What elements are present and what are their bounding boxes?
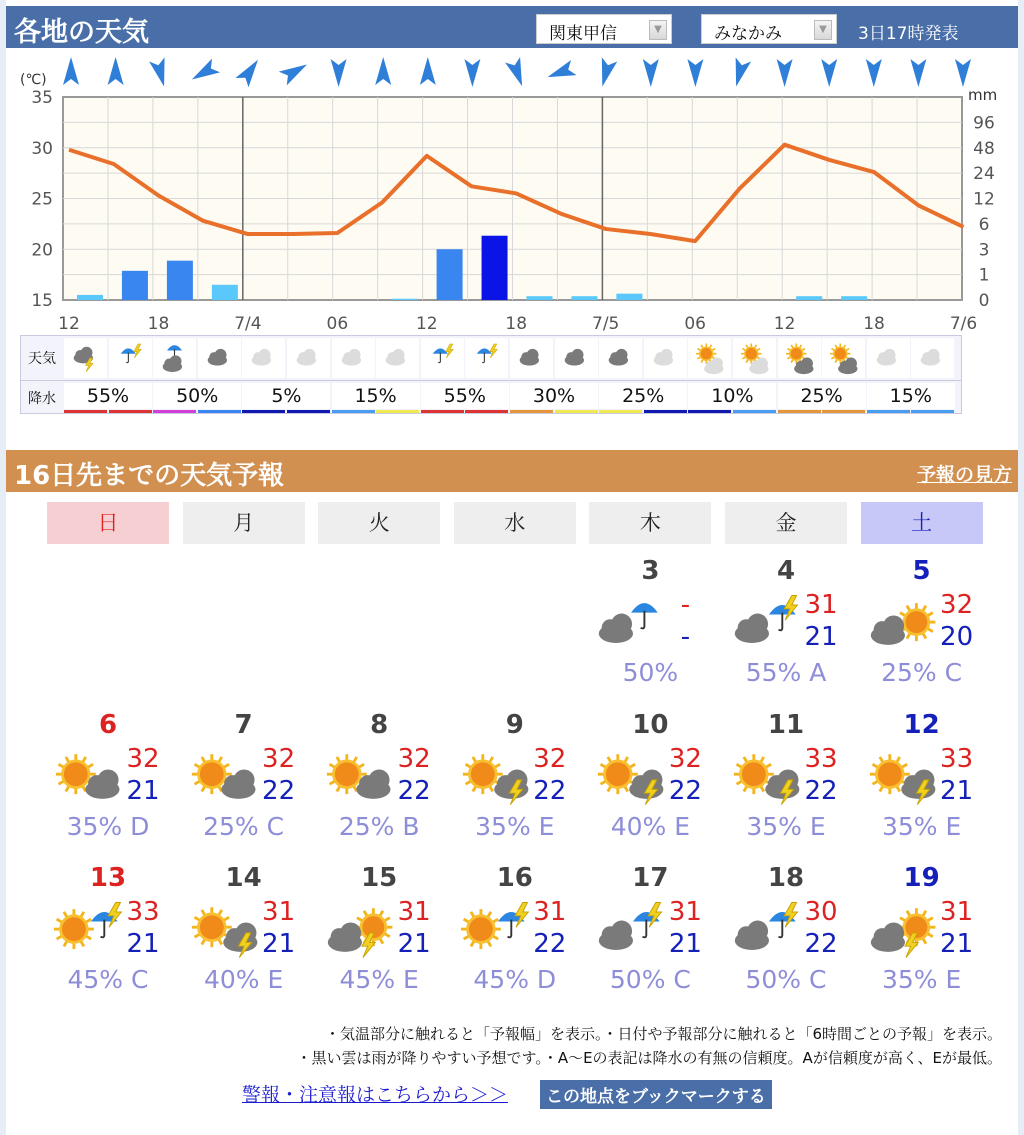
- precip-probability-reliability: 35% E: [881, 965, 962, 994]
- precip-probability: 15%: [332, 383, 420, 409]
- precip-probability: 30%: [510, 383, 598, 409]
- precip-probability-reliability: 35% E: [881, 811, 962, 841]
- wind-arrow-icon: [375, 57, 391, 85]
- forecast-header: [6, 450, 1018, 492]
- precip-probability-reliability: 45% E: [339, 965, 419, 994]
- sun-thunder-icon: [595, 746, 671, 810]
- forecast-help-link[interactable]: 予報の見方: [916, 464, 1012, 486]
- cloud-sun-thunder-icon: [324, 899, 400, 963]
- note-line: ・気温部分に触れると「予報幅」を表示。・日付や予報部分に触れると「6時間ごとの予報」を表示。: [324, 1025, 1002, 1043]
- wind-arrow-shape: [375, 57, 391, 85]
- cloud-icon: [332, 338, 375, 378]
- location-select[interactable]: [701, 14, 837, 44]
- cloud-icon: [242, 338, 285, 378]
- forecast-date: 15: [361, 863, 398, 893]
- issued-time: 3日17時発表: [858, 24, 959, 44]
- left-axis-tick: 20: [31, 240, 53, 261]
- precip-bar: [482, 236, 508, 300]
- forecast-date: 11: [767, 709, 805, 740]
- low-temp: 21: [668, 929, 702, 959]
- left-axis-unit: (℃): [20, 72, 47, 88]
- high-temp: 31: [804, 590, 838, 620]
- precip-probability: 15%: [867, 383, 955, 409]
- sun-dark-cloud-icon: [778, 338, 821, 378]
- forecast-date: 13: [89, 863, 127, 893]
- forecast-day[interactable]: [721, 556, 851, 706]
- left-axis-tick: 30: [31, 138, 53, 159]
- wind-arrow-icon: [595, 57, 618, 88]
- wind-arrow-shape: [464, 59, 480, 87]
- umbrella-cloud-icon: [153, 338, 196, 378]
- precip-color-bar: [153, 410, 196, 413]
- precip-probability-reliability: 25% C: [881, 658, 963, 687]
- low-temp: 21: [262, 929, 296, 959]
- wind-arrow-icon: [331, 59, 347, 87]
- weekday-header: 日: [47, 502, 169, 544]
- wind-arrow-icon: [545, 60, 577, 85]
- wind-arrow-icon: [63, 57, 79, 85]
- sun-thunder-icon: [731, 746, 807, 810]
- wind-arrow-icon: [505, 57, 530, 89]
- precip-probability-reliability: 25% C: [203, 811, 285, 841]
- precip-probability-reliability: 45% D: [473, 965, 557, 994]
- dark-cloud-icon: [198, 338, 241, 378]
- precip-color-bar: [555, 410, 598, 413]
- wind-arrow-shape: [955, 59, 971, 87]
- precip-probability: 10%: [688, 383, 776, 409]
- precip-probability-reliability: 40% E: [610, 811, 691, 841]
- forecast-date: 3: [641, 556, 660, 586]
- forecast-day[interactable]: [585, 710, 715, 860]
- wind-arrow-shape: [728, 57, 751, 88]
- low-temp: 21: [397, 929, 431, 959]
- low-temp: 22: [397, 775, 431, 806]
- precip-probability-reliability: 35% E: [746, 811, 826, 841]
- location-select-value: みなかみ: [714, 24, 782, 44]
- left-axis-tick: 25: [31, 189, 53, 210]
- weather-row-label: 天気: [28, 351, 56, 367]
- precip-bar: [616, 294, 642, 300]
- precip-probability-reliability: 55% A: [745, 658, 827, 687]
- wind-arrow-icon: [149, 57, 172, 88]
- sun-cloud-icon: [688, 338, 731, 378]
- sun-cloud-icon: [53, 746, 129, 810]
- precip-color-bar: [644, 410, 687, 413]
- precip-probability-reliability: 40% E: [203, 965, 284, 994]
- x-axis-tick: 7/4: [234, 314, 262, 334]
- precip-color-bar: [822, 410, 865, 413]
- low-temp: 20: [940, 622, 974, 652]
- precip-probability: 55%: [421, 383, 509, 409]
- wind-arrow-icon: [955, 59, 971, 87]
- cloud-sun-thunder-icon: [867, 899, 943, 963]
- weekday-header: 金: [725, 502, 847, 544]
- precip-bar: [527, 296, 553, 300]
- wind-arrow-shape: [866, 59, 882, 87]
- wind-arrow-shape: [188, 59, 220, 87]
- wind-arrow-shape: [777, 59, 793, 87]
- precip-probability-reliability: 25% B: [338, 811, 420, 841]
- cloud-icon: [867, 338, 910, 378]
- sun-cloud-icon: [324, 746, 400, 810]
- low-temp: 22: [533, 775, 567, 806]
- low-temp: 21: [940, 775, 974, 806]
- precip-probability: 5%: [242, 383, 330, 409]
- low-temp: 22: [262, 775, 296, 806]
- wind-arrow-shape: [108, 57, 124, 85]
- precip-probability: 25%: [778, 383, 866, 409]
- wind-arrow-icon: [108, 57, 124, 85]
- precip-probability-reliability: 50% C: [745, 965, 827, 994]
- precip-color-bar: [465, 410, 508, 413]
- precip-color-bar: [733, 410, 776, 413]
- cloud-umbrella-thunder-icon: [595, 899, 671, 963]
- low-temp: 22: [533, 929, 567, 959]
- right-axis-tick: 24: [973, 164, 995, 185]
- forecast-date: 16: [496, 863, 533, 893]
- low-temp: 21: [804, 622, 838, 652]
- chevron-down-icon: ▼: [649, 20, 667, 40]
- forecast-date: 19: [903, 863, 940, 893]
- low-temp: 22: [804, 775, 838, 806]
- precip-color-bar: [867, 410, 910, 413]
- wind-arrow-shape: [505, 57, 530, 89]
- x-axis-tick: 18: [863, 314, 885, 334]
- wind-arrow-icon: [821, 59, 837, 87]
- high-temp: 33: [940, 743, 974, 774]
- forecast-title: 16日先までの天気予報: [14, 461, 285, 491]
- x-axis-tick: 18: [505, 314, 528, 334]
- precip-probability: 50%: [153, 383, 241, 409]
- left-axis-tick: 35: [31, 88, 53, 108]
- high-temp: 32: [940, 590, 974, 620]
- precip-probability-reliability: 50% C: [609, 965, 691, 994]
- sun-cloud-icon: [733, 338, 776, 378]
- region-select-value: 関東甲信: [549, 24, 617, 44]
- cloud-icon: [911, 338, 954, 378]
- wind-arrow-shape: [545, 60, 577, 85]
- precip-color-bar: [287, 410, 330, 413]
- wind-arrow-icon: [279, 58, 311, 86]
- weekday-header: 土: [861, 502, 983, 544]
- wind-arrow-shape: [63, 57, 79, 85]
- wind-arrow-shape: [643, 59, 659, 87]
- high-temp: 32: [533, 743, 567, 774]
- precip-color-bar: [778, 410, 821, 413]
- cloud-sun-icon: [867, 592, 943, 656]
- forecast-date: 4: [776, 556, 796, 586]
- page-title: 各地の天気: [14, 17, 149, 48]
- forecast-day[interactable]: [450, 863, 580, 1013]
- umbrella-thunder-icon: [109, 338, 152, 378]
- dark-cloud-icon: [599, 338, 642, 378]
- high-temp: 31: [533, 897, 567, 927]
- cloud-umbrella-thunder-icon: [731, 899, 807, 963]
- right-axis-tick: 12: [973, 189, 995, 210]
- precip-color-bar: [911, 410, 954, 413]
- precip-bar: [77, 295, 103, 300]
- x-axis-tick: 12: [58, 314, 80, 334]
- high-temp: 32: [126, 743, 160, 774]
- forecast-day[interactable]: [179, 863, 309, 1013]
- left-axis-tick: 15: [31, 291, 53, 311]
- precip-bar: [167, 261, 193, 300]
- wind-arrow-icon: [464, 59, 480, 87]
- forecast-date: 17: [632, 863, 669, 893]
- forecast-day[interactable]: [721, 710, 851, 860]
- precip-bar: [571, 296, 597, 300]
- wind-arrow-icon: [910, 59, 926, 87]
- precip-probability-reliability: 35% E: [475, 811, 555, 841]
- chevron-down-icon: ▼: [814, 20, 832, 40]
- right-axis-tick: 48: [973, 138, 995, 159]
- precip-color-bar: [376, 410, 419, 413]
- high-temp: 33: [804, 743, 838, 774]
- forecast-date: 9: [505, 709, 524, 740]
- dark-cloud-icon: [555, 338, 598, 378]
- low-temp: 21: [126, 929, 160, 959]
- forecast-day[interactable]: [585, 556, 715, 706]
- precip-probability: 55%: [64, 383, 152, 409]
- wind-arrow-shape: [595, 57, 618, 88]
- umbrella-thunder-icon: [421, 338, 464, 378]
- wind-arrow-shape: [149, 57, 172, 88]
- x-axis-tick: 7/6: [949, 314, 978, 334]
- weekday-header: 木: [589, 502, 711, 544]
- wind-arrow-shape: [279, 58, 311, 86]
- high-temp: 32: [262, 743, 296, 774]
- forecast-day[interactable]: [450, 710, 580, 860]
- high-temp: 31: [262, 897, 296, 927]
- umbrella-thunder-icon: [465, 338, 508, 378]
- right-axis-tick: 96: [973, 113, 995, 134]
- wind-arrow-shape: [821, 59, 837, 87]
- cloud-icon: [644, 338, 687, 378]
- precip-color-bar: [242, 410, 285, 413]
- region-select[interactable]: [536, 14, 672, 44]
- forecast-date: 10: [632, 709, 669, 740]
- forecast-date: 5: [912, 556, 931, 586]
- x-axis-tick: 12: [415, 314, 438, 334]
- wind-arrow-shape: [235, 55, 264, 87]
- weekday-header: 水: [454, 502, 576, 544]
- forecast-day[interactable]: [314, 863, 444, 1013]
- precip-probability-reliability: 35% D: [66, 811, 150, 841]
- wind-arrow-icon: [728, 57, 751, 88]
- high-temp: 31: [940, 897, 974, 927]
- x-axis-tick: 18: [147, 314, 170, 334]
- precip-bar: [122, 271, 148, 300]
- forecast-date: 8: [370, 709, 389, 740]
- precip-color-bar: [510, 410, 553, 413]
- wind-arrow-icon: [777, 59, 793, 87]
- weekday-header: 月: [183, 502, 305, 544]
- precip-probability-row: [20, 380, 962, 414]
- bookmark-button[interactable]: この地点をブックマークする: [540, 1080, 772, 1109]
- sun-dark-cloud-icon: [822, 338, 865, 378]
- note-line: ・黒い雲は雨が降りやすい予想です。・A〜Eの表記は降水の有無の信頼度。Aが信頼度が高く、Eが最低。: [296, 1049, 1002, 1067]
- precip-bar: [392, 299, 418, 300]
- forecast-day[interactable]: [43, 710, 173, 860]
- wind-arrow-icon: [188, 59, 220, 87]
- x-axis-tick: 7/5: [592, 314, 620, 334]
- precip-bar: [796, 296, 822, 300]
- forecast-day[interactable]: [585, 863, 715, 1013]
- wind-arrow-icon: [643, 59, 659, 87]
- low-temp: 21: [126, 775, 160, 806]
- wind-arrow-icon: [235, 55, 264, 87]
- precip-row-label: 降水: [28, 391, 56, 407]
- right-axis-tick: 0: [978, 291, 990, 311]
- precip-color-bar: [688, 410, 731, 413]
- precip-color-bar: [599, 410, 642, 413]
- cloud-umbrella-thunder-icon: [731, 592, 807, 656]
- wind-arrow-shape: [687, 59, 703, 87]
- wind-arrow-icon: [866, 59, 882, 87]
- forecast-day[interactable]: [857, 556, 987, 706]
- precip-color-bar: [109, 410, 152, 413]
- low-temp: 22: [668, 775, 702, 806]
- sun-thunder-icon: [460, 746, 536, 810]
- forecast-day[interactable]: [43, 863, 173, 1013]
- precip-color-bar: [421, 410, 464, 413]
- high-temp: 32: [397, 743, 431, 774]
- right-axis-unit: mm: [968, 86, 998, 104]
- forecast-day[interactable]: [857, 710, 987, 860]
- forecast-day[interactable]: [721, 863, 851, 1013]
- dark-cloud-icon: [510, 338, 553, 378]
- sun-thunder-icon: [189, 899, 265, 963]
- precip-probability-reliability: 50%: [622, 658, 679, 687]
- high-temp: 30: [804, 897, 838, 927]
- low-temp: -: [680, 622, 691, 652]
- precip-bar: [212, 285, 238, 300]
- right-axis-tick: 6: [978, 214, 990, 235]
- thunder-cloud-icon: [64, 338, 107, 378]
- right-axis-tick: 3: [978, 240, 990, 261]
- forecast-date: 14: [225, 863, 262, 893]
- precip-color-bar: [332, 410, 375, 413]
- wind-arrow-shape: [910, 59, 926, 87]
- x-axis-tick: 12: [773, 314, 796, 334]
- x-axis-tick: 06: [684, 314, 706, 334]
- header-bar: [6, 6, 1018, 48]
- low-temp: 21: [940, 929, 974, 959]
- sun-cloud-icon: [189, 746, 265, 810]
- wind-arrow-icon: [687, 59, 703, 87]
- cloud-icon: [376, 338, 419, 378]
- sun-umbrella-thunder-icon: [460, 899, 536, 963]
- weekday-header: 火: [318, 502, 440, 544]
- x-axis-tick: 06: [326, 314, 349, 334]
- right-axis-tick: 1: [978, 265, 990, 286]
- low-temp: 22: [804, 929, 838, 959]
- high-temp: 32: [668, 743, 702, 774]
- temperature-precip-chart[interactable]: [6, 0, 1018, 335]
- weather-icon-row: [20, 335, 962, 381]
- high-temp: 33: [126, 897, 160, 927]
- precip-probability: 25%: [599, 383, 687, 409]
- precip-color-bar: [64, 410, 107, 413]
- wind-arrow-shape: [420, 57, 436, 85]
- forecast-day[interactable]: [179, 710, 309, 860]
- high-temp: 31: [668, 897, 702, 927]
- forecast-day[interactable]: [857, 863, 987, 1013]
- wind-arrow-shape: [331, 59, 347, 87]
- forecast-date: 7: [234, 709, 253, 740]
- forecast-date: 12: [903, 709, 940, 740]
- sun-umbrella-thunder-icon: [53, 899, 129, 963]
- high-temp: 31: [397, 897, 431, 927]
- sun-thunder-icon: [867, 746, 943, 810]
- precip-probability-reliability: 45% C: [67, 965, 149, 994]
- cloud-icon: [287, 338, 330, 378]
- forecast-date: 18: [767, 863, 805, 893]
- forecast-date: 6: [98, 709, 118, 740]
- wind-arrow-icon: [420, 57, 436, 85]
- warning-link[interactable]: 警報・注意報はこちらから＞＞: [242, 1084, 509, 1106]
- forecast-day[interactable]: [314, 710, 444, 860]
- precip-bar: [841, 296, 867, 300]
- precip-color-bar: [198, 410, 241, 413]
- cloud-umbrella-icon: [595, 592, 671, 656]
- high-temp: -: [680, 590, 691, 620]
- precip-bar: [437, 249, 463, 300]
